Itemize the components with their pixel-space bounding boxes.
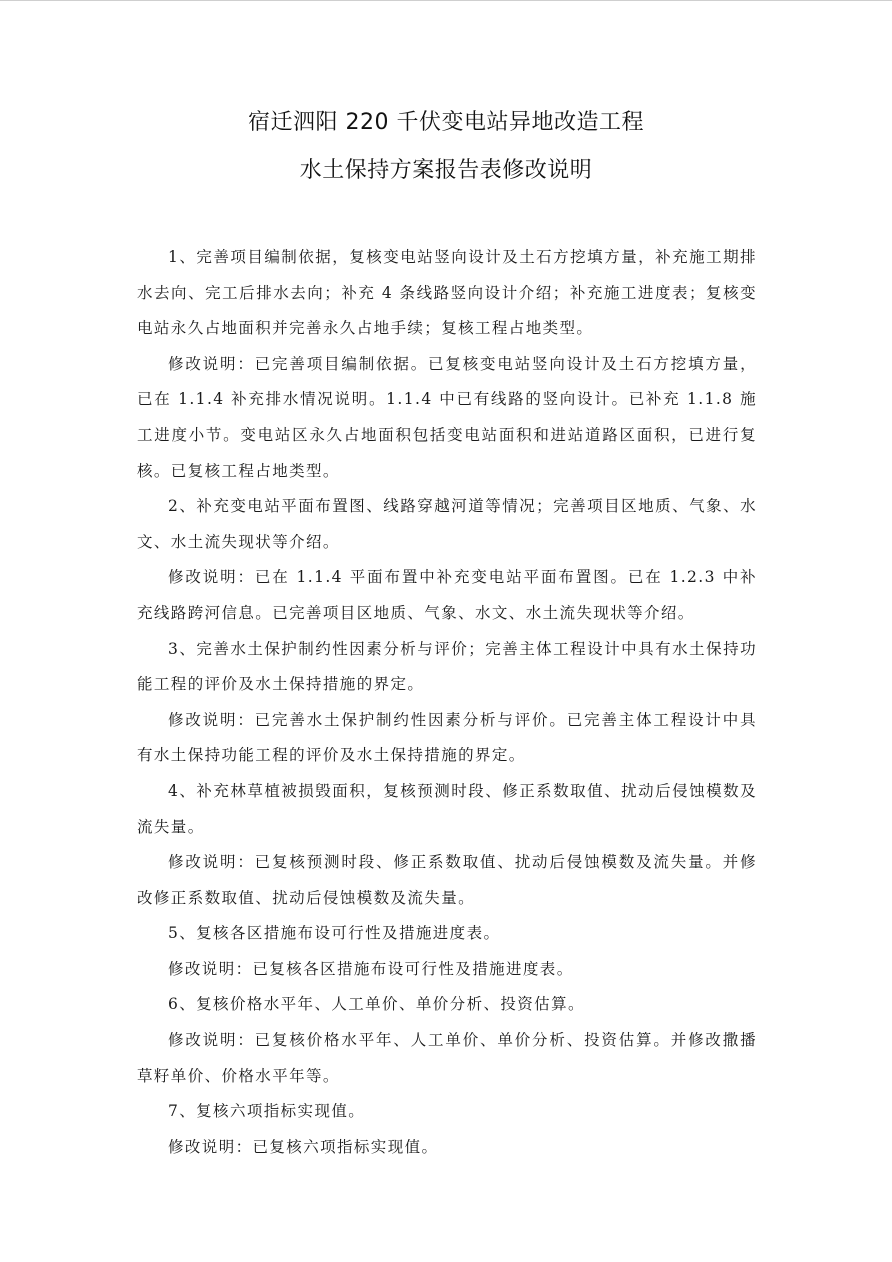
requirement-6: 6、复核价格水平年、人工单价、单价分析、投资估算。 — [168, 995, 585, 1014]
revision-note-4: 修改说明：已复核预测时段、修正系数取值、扰动后侵蚀模数及流失量。并修改修正系数取值、扰动后侵蚀模数及流失量。 — [137, 853, 757, 907]
revision-note-5: 修改说明：已复核各区措施布设可行性及措施进度表。 — [168, 959, 574, 978]
requirement-4: 4、补充林草植被损毁面积，复核预测时段、修正系数取值、扰动后侵蚀模数及流失量。 — [137, 781, 757, 836]
title-line-1: 宿迁泗阳 220 千伏变电站异地改造工程 — [248, 110, 644, 135]
document-body — [137, 240, 757, 1165]
requirement-2: 2、补充变电站平面布置图、线路穿越河道等情况；完善项目区地质、气象、水文、水土流失现状等介绍。 — [137, 497, 757, 551]
requirement-3: 3、完善水土保护制约性因素分析与评价；完善主体工程设计中具有水土保持功能工程的评价及水土保持措施的界定。 — [137, 639, 757, 694]
requirement-1: 1、完善项目编制依据，复核变电站竖向设计及土石方挖填方量，补充施工期排水去向、完工后排水去向；补充 4 条线路竖向设计介绍；补充施工进度表；复核变电站永久占地面积并完善永久占地手续；复核工程占地类型。 — [137, 248, 757, 338]
revision-note-7: 修改说明：已复核六项指标实现值。 — [168, 1137, 439, 1156]
document-title — [0, 112, 892, 182]
revision-note-1: 修改说明：已完善项目编制依据。已复核变电站竖向设计及土石方挖填方量，已在 1.1.4 补充排水情况说明。1.1.4 中已有线路的竖向设计。已补充 1.1.8 施工进度小节。变电站区永久占地面积包括变电站面积和进站道路区面积，已进行复核。已复核工程占地类型。 — [137, 354, 757, 480]
requirement-7: 7、复核六项指标实现值。 — [168, 1102, 366, 1121]
revision-note-2: 修改说明：已在 1.1.4 平面布置中补充变电站平面布置图。已在 1.2.3 中补充线路跨河信息。已完善项目区地质、气象、水文、水土流失现状等介绍。 — [137, 568, 757, 622]
title-line-2: 水土保持方案报告表修改说明 — [299, 158, 593, 183]
revision-note-6: 修改说明：已复核价格水平年、人工单价、单价分析、投资估算。并修改撒播草籽单价、价格水平年等。 — [137, 1031, 757, 1085]
revision-note-3: 修改说明：已完善水土保护制约性因素分析与评价。已完善主体工程设计中具有水土保持功能工程的评价及水土保持措施的界定。 — [137, 710, 757, 765]
page-top-border — [0, 0, 892, 1]
requirement-5: 5、复核各区措施布设可行性及措施进度表。 — [168, 924, 501, 943]
